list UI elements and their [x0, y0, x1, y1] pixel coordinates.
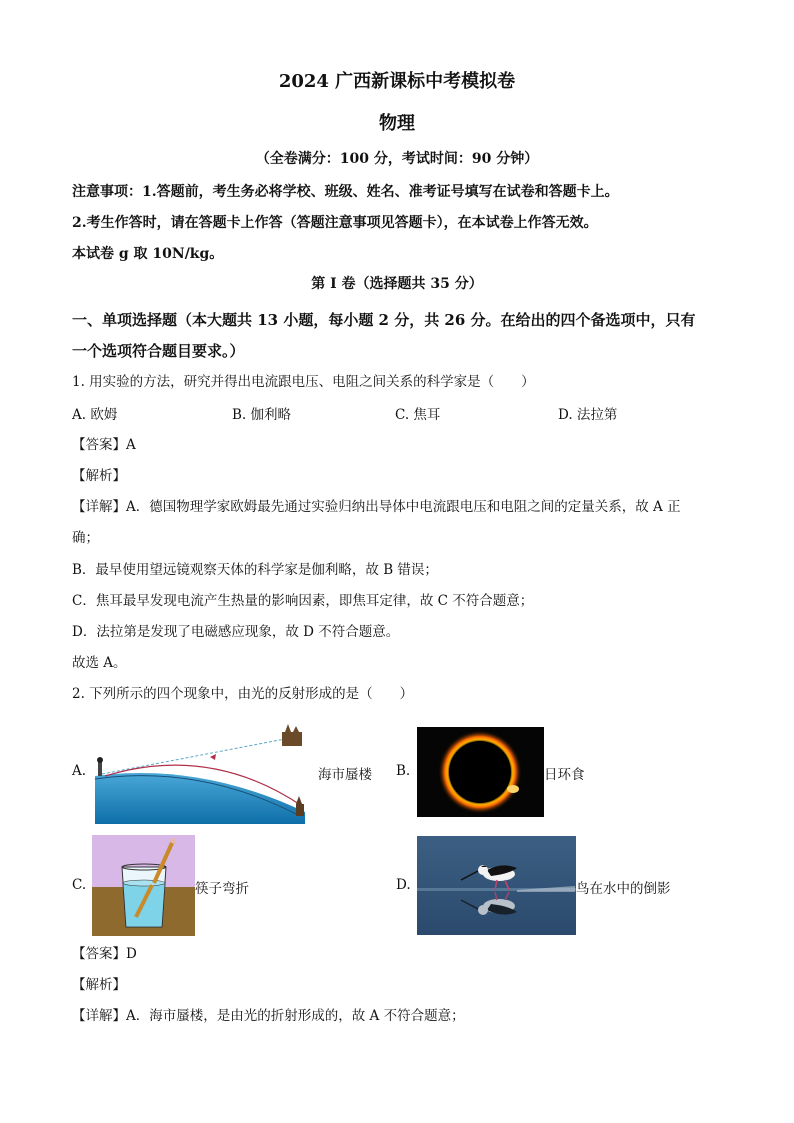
q1-detail-4: C．焦耳最早发现电流产生热量的影响因素，即焦耳定律，故 C 不符合题意；	[72, 593, 534, 609]
notes-line-3: 本试卷 g 取 10N/kg。	[72, 246, 224, 262]
q1-option-a: A. 欧姆	[72, 407, 118, 423]
q1-detail-5: D．法拉第是发现了电磁感应现象，故 D 不符合题意。	[72, 624, 400, 640]
q2-detail-1: 【详解】A．海市蜃楼，是由光的折射形成的，故 A 不符合题意；	[72, 1008, 465, 1024]
q2-option-a-caption: 海市蜃楼	[318, 767, 372, 783]
q1-detail-3: B．最早使用望远镜观察天体的科学家是伽利略，故 B 错误；	[72, 562, 438, 578]
q2-option-c-caption: 筷子弯折	[195, 881, 249, 897]
bird-reflection-figure	[417, 836, 576, 935]
q1-detail-1: 【详解】A．德国物理学家欧姆最先通过实验归纳出导体中电流跟电压和电阻之间的定量关系，故 A 正	[72, 499, 681, 515]
notes-line-1: 注意事项：1.答题前，考生务必将学校、班级、姓名、准考证号填写在试卷和答题卡上。	[72, 184, 619, 200]
q1-option-d: D. 法拉第	[558, 407, 618, 423]
q2-answer: 【答案】D	[72, 946, 137, 962]
q1-answer: 【答案】A	[72, 437, 136, 453]
q1-conclusion: 故选 A。	[72, 655, 127, 671]
q2-option-b-letter: B.	[396, 763, 411, 779]
section-heading-2: 一个选项符合题目要求。）	[72, 342, 245, 360]
q2-analysis: 【解析】	[72, 977, 126, 993]
q2-option-a-letter: A.	[72, 763, 87, 779]
chopstick-figure	[92, 835, 195, 936]
q1-detail-2: 确；	[72, 530, 99, 546]
q2-option-b-caption: 日环食	[544, 767, 585, 783]
eclipse-figure	[417, 727, 544, 817]
q2-option-c-letter: C.	[72, 877, 87, 893]
exam-title: 2024 广西新课标中考模拟卷	[278, 71, 516, 92]
q2-stem: 2. 下列所示的四个现象中，由光的反射形成的是（ ）	[72, 686, 414, 702]
q1-option-c: C. 焦耳	[395, 407, 441, 423]
q1-analysis: 【解析】	[72, 468, 126, 484]
section-title: 第 I 卷（选择题共 35 分）	[311, 276, 483, 292]
exam-info: （全卷满分：100 分，考试时间：90 分钟）	[255, 151, 539, 167]
q2-option-d-letter: D.	[396, 877, 411, 893]
subject-title: 物理	[379, 113, 415, 134]
q1-stem: 1. 用实验的方法，研究并得出电流跟电压、电阻之间关系的科学家是（ ）	[72, 374, 535, 390]
q1-option-b: B. 伽利略	[232, 407, 292, 423]
notes-line-2: 2.考生作答时，请在答题卡上作答（答题注意事项见答题卡），在本试卷上作答无效。	[72, 215, 598, 231]
mirage-figure	[90, 724, 315, 824]
q2-option-d-caption: 鸟在水中的倒影	[576, 881, 671, 897]
section-heading-1: 一、单项选择题（本大题共 13 小题，每小题 2 分，共 26 分。在给出的四个备选项中，只有	[72, 311, 696, 329]
